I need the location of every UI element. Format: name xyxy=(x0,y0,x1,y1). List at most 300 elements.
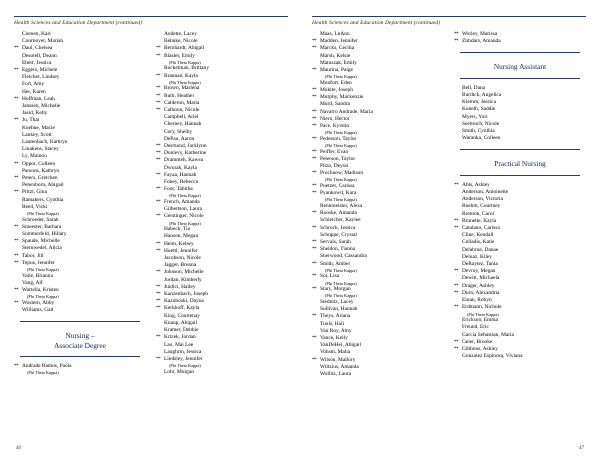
section-heading-line2: Associate Degree xyxy=(54,340,106,350)
student-name: Jacobson, Nicole xyxy=(164,255,201,262)
student-name: Kanzenbach, Joseph xyxy=(164,291,209,298)
student-name: Boehm, Courtney xyxy=(462,203,501,210)
list-item xyxy=(14,60,146,67)
list-item xyxy=(312,225,444,232)
honor-star: ** xyxy=(156,86,161,92)
student-name: DePau, Aaron xyxy=(164,135,195,142)
header-rule-right xyxy=(312,16,586,17)
right-column-2 xyxy=(454,31,586,378)
honor-society-note: (Phi Theta Kappa) xyxy=(325,130,357,136)
list-item xyxy=(14,245,146,252)
list-item xyxy=(312,183,444,190)
list-item xyxy=(454,254,586,261)
student-name-text: Stary, Morgan xyxy=(320,286,351,293)
list-item xyxy=(454,332,586,339)
student-name: Myers, Yori xyxy=(462,113,488,120)
student-name: Schuppe, Crystal xyxy=(320,231,357,238)
honor-star: ** xyxy=(312,287,317,293)
list-item xyxy=(454,297,586,304)
list-item xyxy=(14,45,146,52)
section-divider-top-2 xyxy=(460,149,580,150)
list-item xyxy=(454,196,586,203)
section-divider-bottom-2 xyxy=(460,175,580,176)
honor-star: ** xyxy=(14,96,19,102)
list-item xyxy=(14,67,146,74)
list-item xyxy=(14,168,146,175)
list-item xyxy=(14,175,146,182)
student-name: Brenton, Carol xyxy=(462,210,495,217)
list-item xyxy=(454,239,586,246)
honor-star: ** xyxy=(156,356,161,362)
student-name: DeRaytez, Tania xyxy=(462,261,498,268)
student-name: Desotell, Deann xyxy=(22,52,57,59)
student-name: Vohsm, Malia xyxy=(320,349,351,356)
honor-star: ** xyxy=(156,93,161,99)
list-item xyxy=(14,132,146,139)
list-item xyxy=(14,81,146,88)
list-item xyxy=(14,53,146,60)
student-name-text: Maurina, Paige xyxy=(320,67,353,74)
list-item xyxy=(312,313,444,320)
honor-star: ** xyxy=(312,95,317,101)
honor-star: ** xyxy=(156,144,161,150)
honor-star: ** xyxy=(312,68,317,74)
honor-star: ** xyxy=(14,239,19,245)
list-item xyxy=(454,290,586,297)
list-item xyxy=(156,45,288,52)
student-name xyxy=(320,136,444,149)
student-name: Parsons, Kathryn xyxy=(22,167,60,174)
student-name: Janssen, Michelle xyxy=(22,103,61,110)
student-name: Muril, Sandra xyxy=(320,101,350,108)
student-name xyxy=(22,287,146,300)
student-name: Drager, Ashley xyxy=(462,282,495,289)
honor-star: ** xyxy=(454,226,459,232)
student-name: Calderon, Maria xyxy=(164,99,200,106)
honor-society-note: (Phi Theta Kappa) xyxy=(325,143,357,149)
student-name: Kuneth, Saddie xyxy=(462,106,496,113)
honor-society-note: (Phi Theta Kappa) xyxy=(169,79,201,85)
student-name: Anderson, Victoria xyxy=(462,196,503,203)
list-item xyxy=(156,186,288,199)
list-item xyxy=(454,353,586,360)
student-name: Gonzalez Espinosa, Viviana xyxy=(462,353,523,360)
section-heading-practical-nursing xyxy=(454,159,586,168)
honor-star: ** xyxy=(156,187,161,193)
student-name xyxy=(320,286,444,299)
list-item xyxy=(454,99,586,106)
student-name: Petersborn, Abigail xyxy=(22,182,64,189)
student-name: Deluaz, Kiley xyxy=(462,253,492,260)
student-name: Desmond, Jacklynn xyxy=(164,143,207,150)
honor-star: ** xyxy=(14,253,19,259)
student-name: Geier, Brooke xyxy=(462,338,493,345)
student-name: Linakens, Stacey xyxy=(22,146,59,153)
honor-star: ** xyxy=(312,184,317,190)
list-item xyxy=(312,253,444,260)
list-item xyxy=(156,291,288,298)
list-item xyxy=(156,143,288,150)
list-item xyxy=(312,232,444,239)
list-item xyxy=(312,190,444,203)
list-item xyxy=(454,92,586,99)
list-item xyxy=(14,260,146,273)
student-name: Pitzo, Deyssi xyxy=(320,163,349,170)
honor-society-note: (Phi Theta Kappa) xyxy=(27,370,59,376)
honor-star: ** xyxy=(312,191,317,197)
list-item xyxy=(14,231,146,238)
honor-star: ** xyxy=(14,364,19,370)
student-name: Krizek, Jordan xyxy=(164,334,196,341)
honor-star: ** xyxy=(156,172,161,178)
list-item xyxy=(156,53,288,66)
list-item xyxy=(156,73,288,86)
list-item xyxy=(312,109,444,116)
student-name-text: Pyankowit, Kara xyxy=(320,190,357,197)
student-name: Audette, Lacey xyxy=(164,31,197,37)
student-name: Cournoyer, Mariah xyxy=(22,38,64,45)
list-item xyxy=(156,334,288,341)
list-item xyxy=(454,225,586,232)
list-item xyxy=(454,135,586,142)
list-item xyxy=(14,74,146,81)
list-item xyxy=(454,114,586,121)
student-name xyxy=(320,273,444,286)
list-item xyxy=(312,321,444,328)
honor-society-note: (Phi Theta Kappa) xyxy=(325,197,357,203)
list-item xyxy=(156,150,288,157)
honor-star: ** xyxy=(312,357,317,363)
student-name: Vaile, Brianna xyxy=(22,272,53,279)
list-item xyxy=(156,206,288,213)
section-heading-line1: Practical Nursing xyxy=(494,159,546,169)
student-name-text: Smith, Amber xyxy=(320,260,351,267)
student-name: Eggers, Michele xyxy=(22,67,58,74)
list-item xyxy=(312,123,444,136)
list-item xyxy=(14,117,146,124)
honor-star: ** xyxy=(156,270,161,276)
list-item xyxy=(14,161,146,168)
student-name xyxy=(164,73,288,86)
student-name: Drammeh, Kawsu xyxy=(164,157,204,164)
honor-star: ** xyxy=(454,32,459,37)
list-item xyxy=(454,283,586,290)
student-name-text: Gerstinger, Nicole xyxy=(164,213,204,220)
list-item xyxy=(454,218,586,225)
student-name: Daul, Chelsea xyxy=(22,45,53,52)
student-name: Dworak, Kayla xyxy=(164,164,197,171)
student-name xyxy=(164,356,288,369)
list-item xyxy=(312,210,444,217)
student-name: Dewitt, Michaela xyxy=(462,275,500,282)
honor-star: ** xyxy=(14,176,19,182)
student-name: Wilson, Mallory xyxy=(320,356,356,363)
section-divider-top xyxy=(20,321,140,322)
list-item xyxy=(454,211,586,218)
student-name-text: Tepus, Jennifer xyxy=(22,259,55,266)
student-name: Peiffer, Evan xyxy=(320,148,349,155)
honor-star: ** xyxy=(14,300,19,306)
list-item xyxy=(156,269,288,276)
list-item xyxy=(312,80,444,87)
honor-star: ** xyxy=(312,124,317,130)
student-name: Mukite, Joseph xyxy=(320,87,353,94)
student-name: Navarro Andrade, Maria xyxy=(320,108,373,115)
student-name: Lohr, Morgan xyxy=(164,368,194,375)
list-item xyxy=(156,65,288,72)
honor-society-note: (Phi Theta Kappa) xyxy=(27,267,59,273)
list-item xyxy=(454,346,586,353)
honor-star: ** xyxy=(312,171,317,177)
list-item xyxy=(454,339,586,346)
left-page xyxy=(14,16,300,453)
student-name: Brunette, Kayla xyxy=(462,217,497,224)
list-item xyxy=(156,349,288,356)
student-name: Catalano, Carissa xyxy=(462,225,500,232)
student-name: Garcia Sebastian, Maria xyxy=(462,331,514,338)
list-item xyxy=(156,157,288,164)
student-name-text: Foor, Tabitha xyxy=(164,186,193,193)
student-name: Lao, Mai Lee xyxy=(164,341,194,348)
list-item xyxy=(156,241,288,248)
student-name: Tuuls, Hali xyxy=(320,320,345,327)
list-item xyxy=(156,320,288,327)
list-item xyxy=(312,357,444,364)
list-item xyxy=(312,45,444,52)
student-name: Delabrue, Danae xyxy=(462,246,499,253)
honor-star: ** xyxy=(156,151,161,157)
student-name: Fletcher, Lindsey xyxy=(22,74,60,81)
list-item xyxy=(454,38,586,45)
honor-star: ** xyxy=(156,100,161,106)
list-item xyxy=(156,248,288,255)
list-item xyxy=(14,110,146,117)
left-column-2 xyxy=(156,31,288,376)
honor-star: ** xyxy=(454,269,459,275)
list-item xyxy=(156,85,288,92)
student-name: Juidici, Hailey xyxy=(164,283,196,290)
list-item xyxy=(156,107,288,114)
honor-star: ** xyxy=(312,314,317,320)
student-name: French, Amanda xyxy=(164,199,200,206)
student-name xyxy=(22,260,146,273)
list-item xyxy=(14,146,146,153)
list-item xyxy=(454,247,586,254)
honor-star: ** xyxy=(312,211,317,217)
student-name: Servais, Sarah xyxy=(320,239,351,246)
student-name xyxy=(320,190,444,203)
student-name: Buth, Heather xyxy=(164,92,195,99)
student-name: Knaup, Abigail xyxy=(164,319,197,326)
student-name: Laughrin, Jessica xyxy=(164,348,202,355)
student-name-text: Brannan, Kayla xyxy=(164,72,198,79)
student-name: Sherwood, Cassandra xyxy=(320,253,367,260)
list-item xyxy=(312,299,444,306)
list-item xyxy=(312,349,444,356)
list-item xyxy=(14,238,146,245)
list-item xyxy=(454,261,586,268)
student-name: Ramakers, Cynthia xyxy=(22,196,64,203)
list-item xyxy=(156,313,288,320)
honor-star: ** xyxy=(312,136,317,142)
honor-society-note: (Phi Theta Kappa) xyxy=(325,267,357,273)
honor-star: ** xyxy=(312,225,317,231)
list-item xyxy=(312,53,444,60)
list-item xyxy=(312,273,444,286)
student-name: Sheldon, Tianna xyxy=(320,246,356,253)
student-name: Theys, Ariana xyxy=(320,313,351,320)
honor-star: ** xyxy=(312,149,317,155)
student-name: Schroeder, Sarah xyxy=(22,216,59,223)
honor-star: ** xyxy=(454,182,459,188)
student-name: Lankey, Scott xyxy=(22,131,52,138)
running-head-right: Health Sciences and Education Department (continued) xyxy=(312,20,440,26)
student-name: Habeck, Tia xyxy=(164,226,191,233)
student-name: Marsh, Kelsie xyxy=(320,52,351,59)
student-name: Maas, LuAnn xyxy=(320,31,350,37)
list-item xyxy=(312,163,444,170)
honor-star: ** xyxy=(454,290,459,296)
student-name-text: Andrade Ramos, Paola xyxy=(22,363,72,370)
honor-star: ** xyxy=(312,46,317,52)
honor-star: ** xyxy=(454,218,459,224)
student-name: Peterson, Taylor xyxy=(320,155,356,162)
honor-society-note: (Phi Theta Kappa) xyxy=(467,311,499,317)
list-item xyxy=(312,94,444,101)
student-name: Einan, Robyn xyxy=(462,297,492,304)
list-item xyxy=(14,153,146,160)
list-item xyxy=(156,129,288,136)
list-item xyxy=(14,38,146,45)
list-item xyxy=(14,189,146,196)
student-name xyxy=(320,67,444,80)
list-item xyxy=(156,165,288,172)
student-name: VanDeHei, Abigail xyxy=(320,342,362,349)
honor-star: ** xyxy=(156,284,161,290)
student-name: Lautenbach, Kathryn xyxy=(22,139,68,146)
list-item xyxy=(14,217,146,224)
student-name: Sullivan, Hannah xyxy=(320,306,358,313)
list-item xyxy=(454,324,586,331)
student-name: Fohey, Rebecca xyxy=(164,179,199,186)
student-name-text: Sot, Lisa xyxy=(320,273,340,280)
section-heading-nursing-associate-degree xyxy=(14,331,146,350)
honor-star: ** xyxy=(14,118,19,124)
list-item xyxy=(454,317,586,324)
list-item xyxy=(312,87,444,94)
student-name: Murphy, Mackenzie xyxy=(320,94,364,101)
student-name: Smeester, Barbara xyxy=(22,223,62,230)
honor-star: ** xyxy=(14,46,19,52)
list-item xyxy=(312,156,444,163)
honor-star: ** xyxy=(156,200,161,206)
page-number-left: 46 xyxy=(16,446,21,451)
honor-society-note: (Phi Theta Kappa) xyxy=(325,293,357,299)
list-item xyxy=(156,327,288,334)
student-name xyxy=(462,304,586,317)
list-item xyxy=(454,182,586,189)
student-name: Vang, Alf xyxy=(22,279,43,286)
student-name: Jordan, Kimberly xyxy=(164,276,202,283)
student-name: Klemm, Jessica xyxy=(462,99,496,106)
student-name: Oppor, Colleen xyxy=(22,160,56,167)
list-item xyxy=(454,31,586,38)
student-name: Kerkhoff, Kayla xyxy=(164,305,200,312)
header-rule-left xyxy=(14,16,288,17)
student-name: Hoffman, Leah xyxy=(22,95,55,102)
honor-star: ** xyxy=(454,39,459,45)
student-name: Smith, Cynthia xyxy=(462,128,495,135)
list-item xyxy=(312,335,444,342)
honor-star: ** xyxy=(312,39,317,45)
student-name xyxy=(164,53,288,66)
student-name: Monfort, Eden xyxy=(320,79,352,86)
student-name xyxy=(164,186,288,199)
running-head-left: Health Sciences and Education Department (continued) xyxy=(14,20,142,26)
honor-star: ** xyxy=(312,261,317,267)
student-name xyxy=(320,123,444,136)
list-item xyxy=(312,136,444,149)
honor-star: ** xyxy=(156,158,161,164)
honor-star: ** xyxy=(14,68,19,74)
list-item xyxy=(312,261,444,274)
list-item xyxy=(312,371,444,378)
student-name: Tabor, Jill xyxy=(22,252,44,259)
student-name: Bell, Dana xyxy=(462,84,486,91)
student-name: Rennmeister, Alexa xyxy=(320,203,363,210)
honor-society-note: (Phi Theta Kappa) xyxy=(169,193,201,199)
student-name: Brown, Marlena xyxy=(164,85,200,92)
right-page-columns xyxy=(312,31,586,378)
list-item xyxy=(312,203,444,210)
list-item xyxy=(156,172,288,179)
student-name: Matuszak, Emily xyxy=(320,59,357,66)
list-item xyxy=(454,275,586,282)
list-item xyxy=(454,121,586,128)
list-item xyxy=(312,217,444,224)
student-name: Ly, Mainou xyxy=(22,153,47,160)
student-name: Gibbons, Ashley xyxy=(462,345,498,352)
student-name: Van Roy, Amy xyxy=(320,327,352,334)
list-item xyxy=(312,38,444,45)
student-name-text: Reed, Vicki xyxy=(22,203,48,210)
student-name-text: Pederson, Taylor xyxy=(320,135,357,142)
student-name: Waranka, Colleen xyxy=(462,135,501,142)
student-name: Jasid, Kelly xyxy=(22,110,48,117)
list-item xyxy=(312,31,444,38)
list-item xyxy=(14,204,146,217)
list-item xyxy=(312,342,444,349)
list-item xyxy=(312,328,444,335)
list-item xyxy=(312,67,444,80)
list-item xyxy=(454,268,586,275)
honor-star: ** xyxy=(156,53,161,59)
student-name-text: Blaster, Emily xyxy=(164,52,195,59)
student-name: Colladis, Katie xyxy=(462,239,495,246)
honor-star: ** xyxy=(454,283,459,289)
honor-star: ** xyxy=(156,241,161,247)
list-item xyxy=(14,125,146,132)
honor-society-note: (Phi Theta Kappa) xyxy=(169,363,201,369)
student-name: Williams, Gail xyxy=(22,307,54,314)
student-name: Puetzer, Carissa xyxy=(320,183,355,190)
right-page xyxy=(300,16,586,453)
list-item xyxy=(14,363,146,376)
student-name-text: Prochnow, Madison xyxy=(320,170,364,177)
list-item xyxy=(156,284,288,291)
section-heading-line1: Nursing – xyxy=(65,331,95,341)
list-item xyxy=(156,369,288,376)
